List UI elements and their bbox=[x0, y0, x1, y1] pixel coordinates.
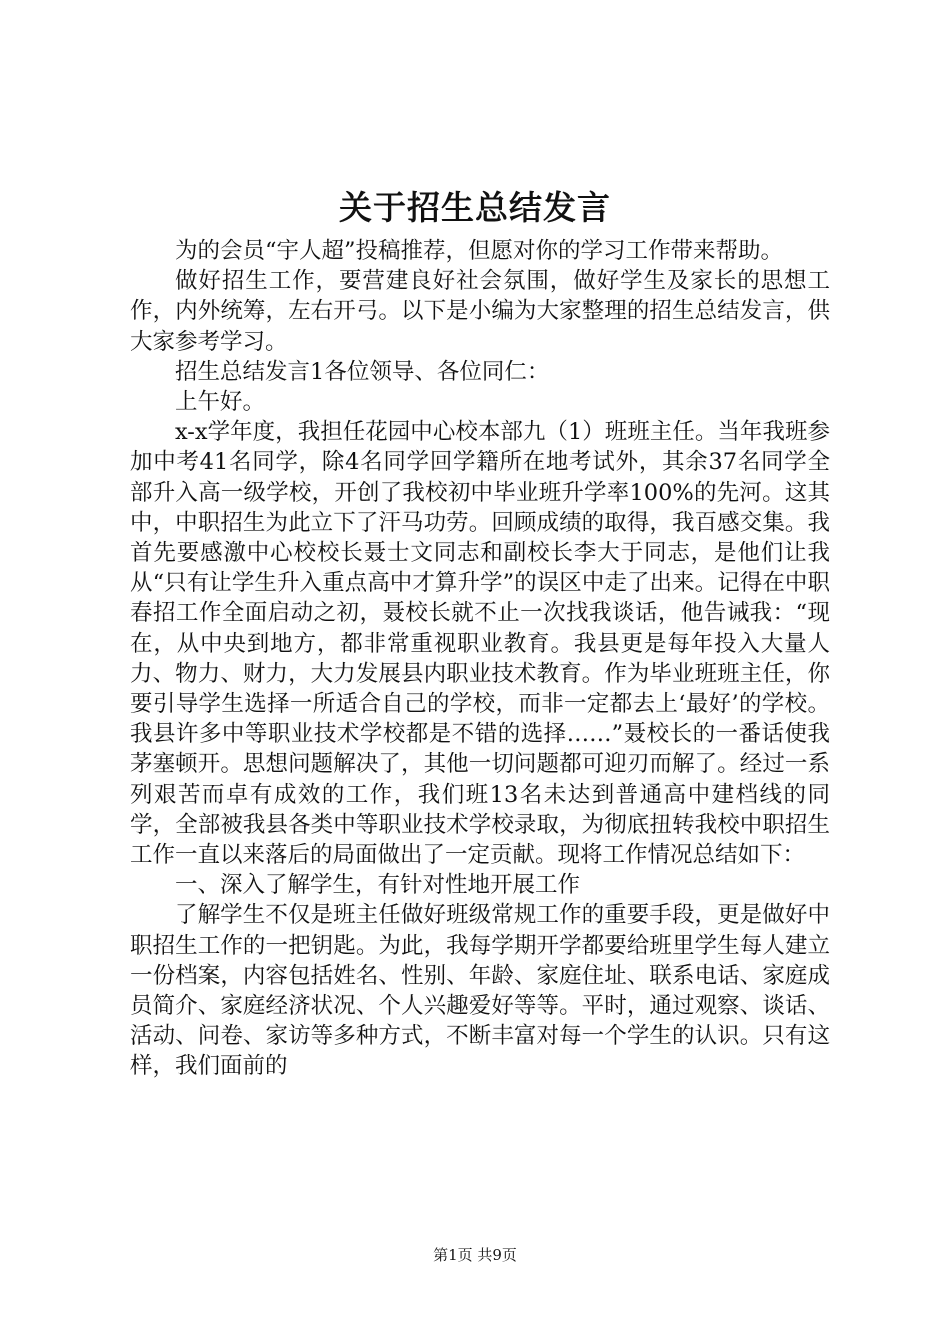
paragraph: 为的会员“宇人超”投稿推荐，但愿对你的学习工作带来帮助。 bbox=[175, 238, 784, 264]
paragraph: x-x学年度，我担任花园中心校本部九（1）班班主任。当年我班参加中考41名同学，除4名同学回学籍所在地考试外，其余37名同学全部升入高一级学校，开创了我校初中毕业班升学率100%的先河。这其中，中职招生为此立下了汗马功劳。回顾成绩的取得，我百感交集。我首先要感激中心校校长聂士文同志和副校长李大于同志，是他们让我从“只有让学生升入重点高中才算升学”的误区中走了出来。记得在中职春招工作全面启动之初，聂校长就不止一次找我谈话，他告诫我：“现在，从中央到地方，都非常重视职业教育。我县更是每年投入大量人力、物力、财力，大力发展县内职业技术教育。作为毕业班班主任，你要引导学生选择一所适合自己的学校，而非一定都去上‘最好’的学校。我县许多中等职业技术学校都是不错的选择……”聂校长的一番话使我茅塞顿开。思想问题解决了，其他一切问题都可迎刃而解了。经过一系列艰苦而卓有成效的工作，我们班13名未达到普通高中建档线的同学，全部被我县各类中等职业技术学校录取，为彻底扭转我校中职招生工作一直以来落后的局面做出了一定贡献。现将工作情况总结如下： bbox=[130, 419, 830, 869]
paragraph: 了解学生不仅是班主任做好班级常规工作的重要手段，更是做好中职招生工作的一把钥匙。为此，我每学期开学都要给班里学生每人建立一份档案，内容包括姓名、性别、年龄、家庭住址、联系电话、家庭成员简介、家庭经济状况、个人兴趣爱好等等。平时，通过观察、谈话、活动、问卷、家访等多种方式，不断丰富对每一个学生的认识。只有这样，我们面前的 bbox=[130, 902, 830, 1080]
paragraph: 上午好。 bbox=[175, 389, 266, 416]
section-heading: 一、深入了解学生，有针对性地开展工作 bbox=[175, 872, 581, 899]
paragraph: 招生总结发言1各位领导、各位同仁： bbox=[175, 358, 550, 385]
document-title: 关于招生总结发言 bbox=[339, 188, 611, 227]
page-footer: 第1页 共9页 bbox=[433, 1246, 517, 1264]
document-body bbox=[130, 236, 830, 1082]
paragraph: 做好招生工作，要营建良好社会氛围，做好学生及家长的思想工作，内外统筹，左右开弓。以下是小编为大家整理的招生总结发言，供大家参考学习。 bbox=[130, 268, 830, 355]
